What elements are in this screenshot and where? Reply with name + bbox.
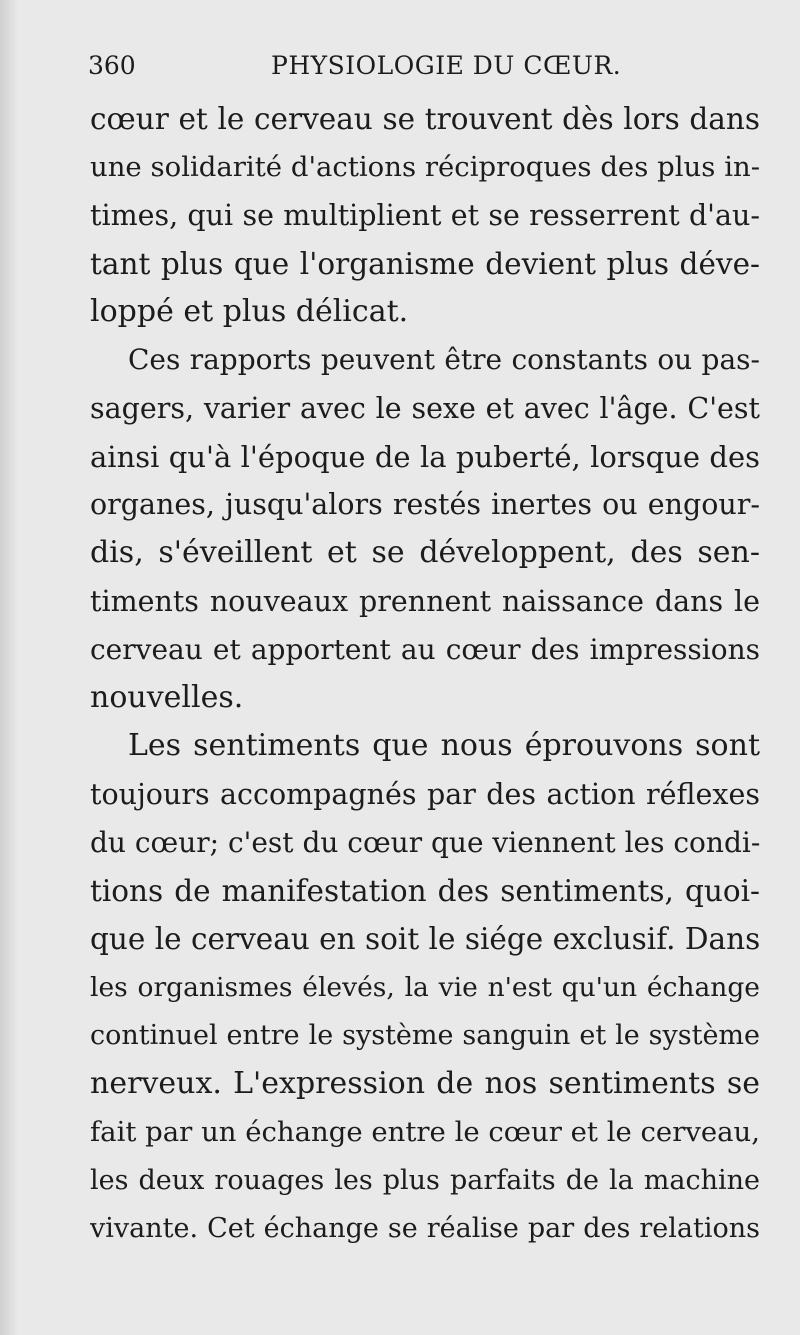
- text-line: ainsi qu'à l'époque de la puberté, lorsque des: [90, 439, 760, 474]
- running-head: [88, 48, 760, 84]
- text-line: nerveux. L'expression de nos sentiments se: [90, 1066, 760, 1101]
- text-line: loppé et plus délicat.: [90, 294, 409, 329]
- text-line: continuel entre le système sanguin et le système: [90, 1019, 760, 1051]
- text-line: cerveau et apportent au cœur des impressions: [90, 632, 760, 666]
- text-line: cœur et le cerveau se trouvent dès lors dans: [90, 102, 760, 136]
- text-line: une solidarité d'actions réciproques des plus in-: [90, 151, 760, 184]
- text-line: toujours accompagnés par des action réflexes: [90, 777, 760, 811]
- text-line: timents nouveaux prennent naissance dans le: [90, 584, 760, 618]
- text-line: Les sentiments que nous éprouvons sont: [128, 728, 760, 764]
- text-line: organes, jusqu'alors restés inertes ou engour-: [90, 488, 760, 521]
- text-line: fait par un échange entre le cœur et le cerveau,: [90, 1116, 760, 1149]
- text-line: les organismes élevés, la vie n'est qu'un échange: [90, 971, 760, 1003]
- text-line: les deux rouages les plus parfaits de la machine: [90, 1164, 760, 1196]
- running-title: PHYSIOLOGIE DU CŒUR.: [271, 51, 622, 80]
- text-line: nouvelles.: [90, 680, 244, 715]
- text-line: sagers, varier avec le sexe et avec l'âge. C'est: [90, 391, 760, 425]
- text-line: tant plus que l'organisme devient plus déve-: [90, 246, 760, 281]
- body-text: [90, 95, 760, 1253]
- text-line: que le cerveau en soit le siége exclusif. Dans: [90, 922, 760, 957]
- text-line: dis, s'éveillent et se développent, des sen-: [90, 535, 760, 571]
- text-line: Ces rapports peuvent être constants ou pas-: [128, 343, 760, 377]
- page-number: 360: [88, 51, 136, 80]
- text-line: times, qui se multiplient et se resserrent d'au-: [90, 198, 760, 232]
- text-line: du cœur; c'est du cœur que viennent les condi-: [90, 825, 760, 859]
- text-line: tions de manifestation des sentiments, quoi-: [90, 874, 760, 908]
- text-line: vivante. Cet échange se réalise par des relations: [90, 1212, 760, 1244]
